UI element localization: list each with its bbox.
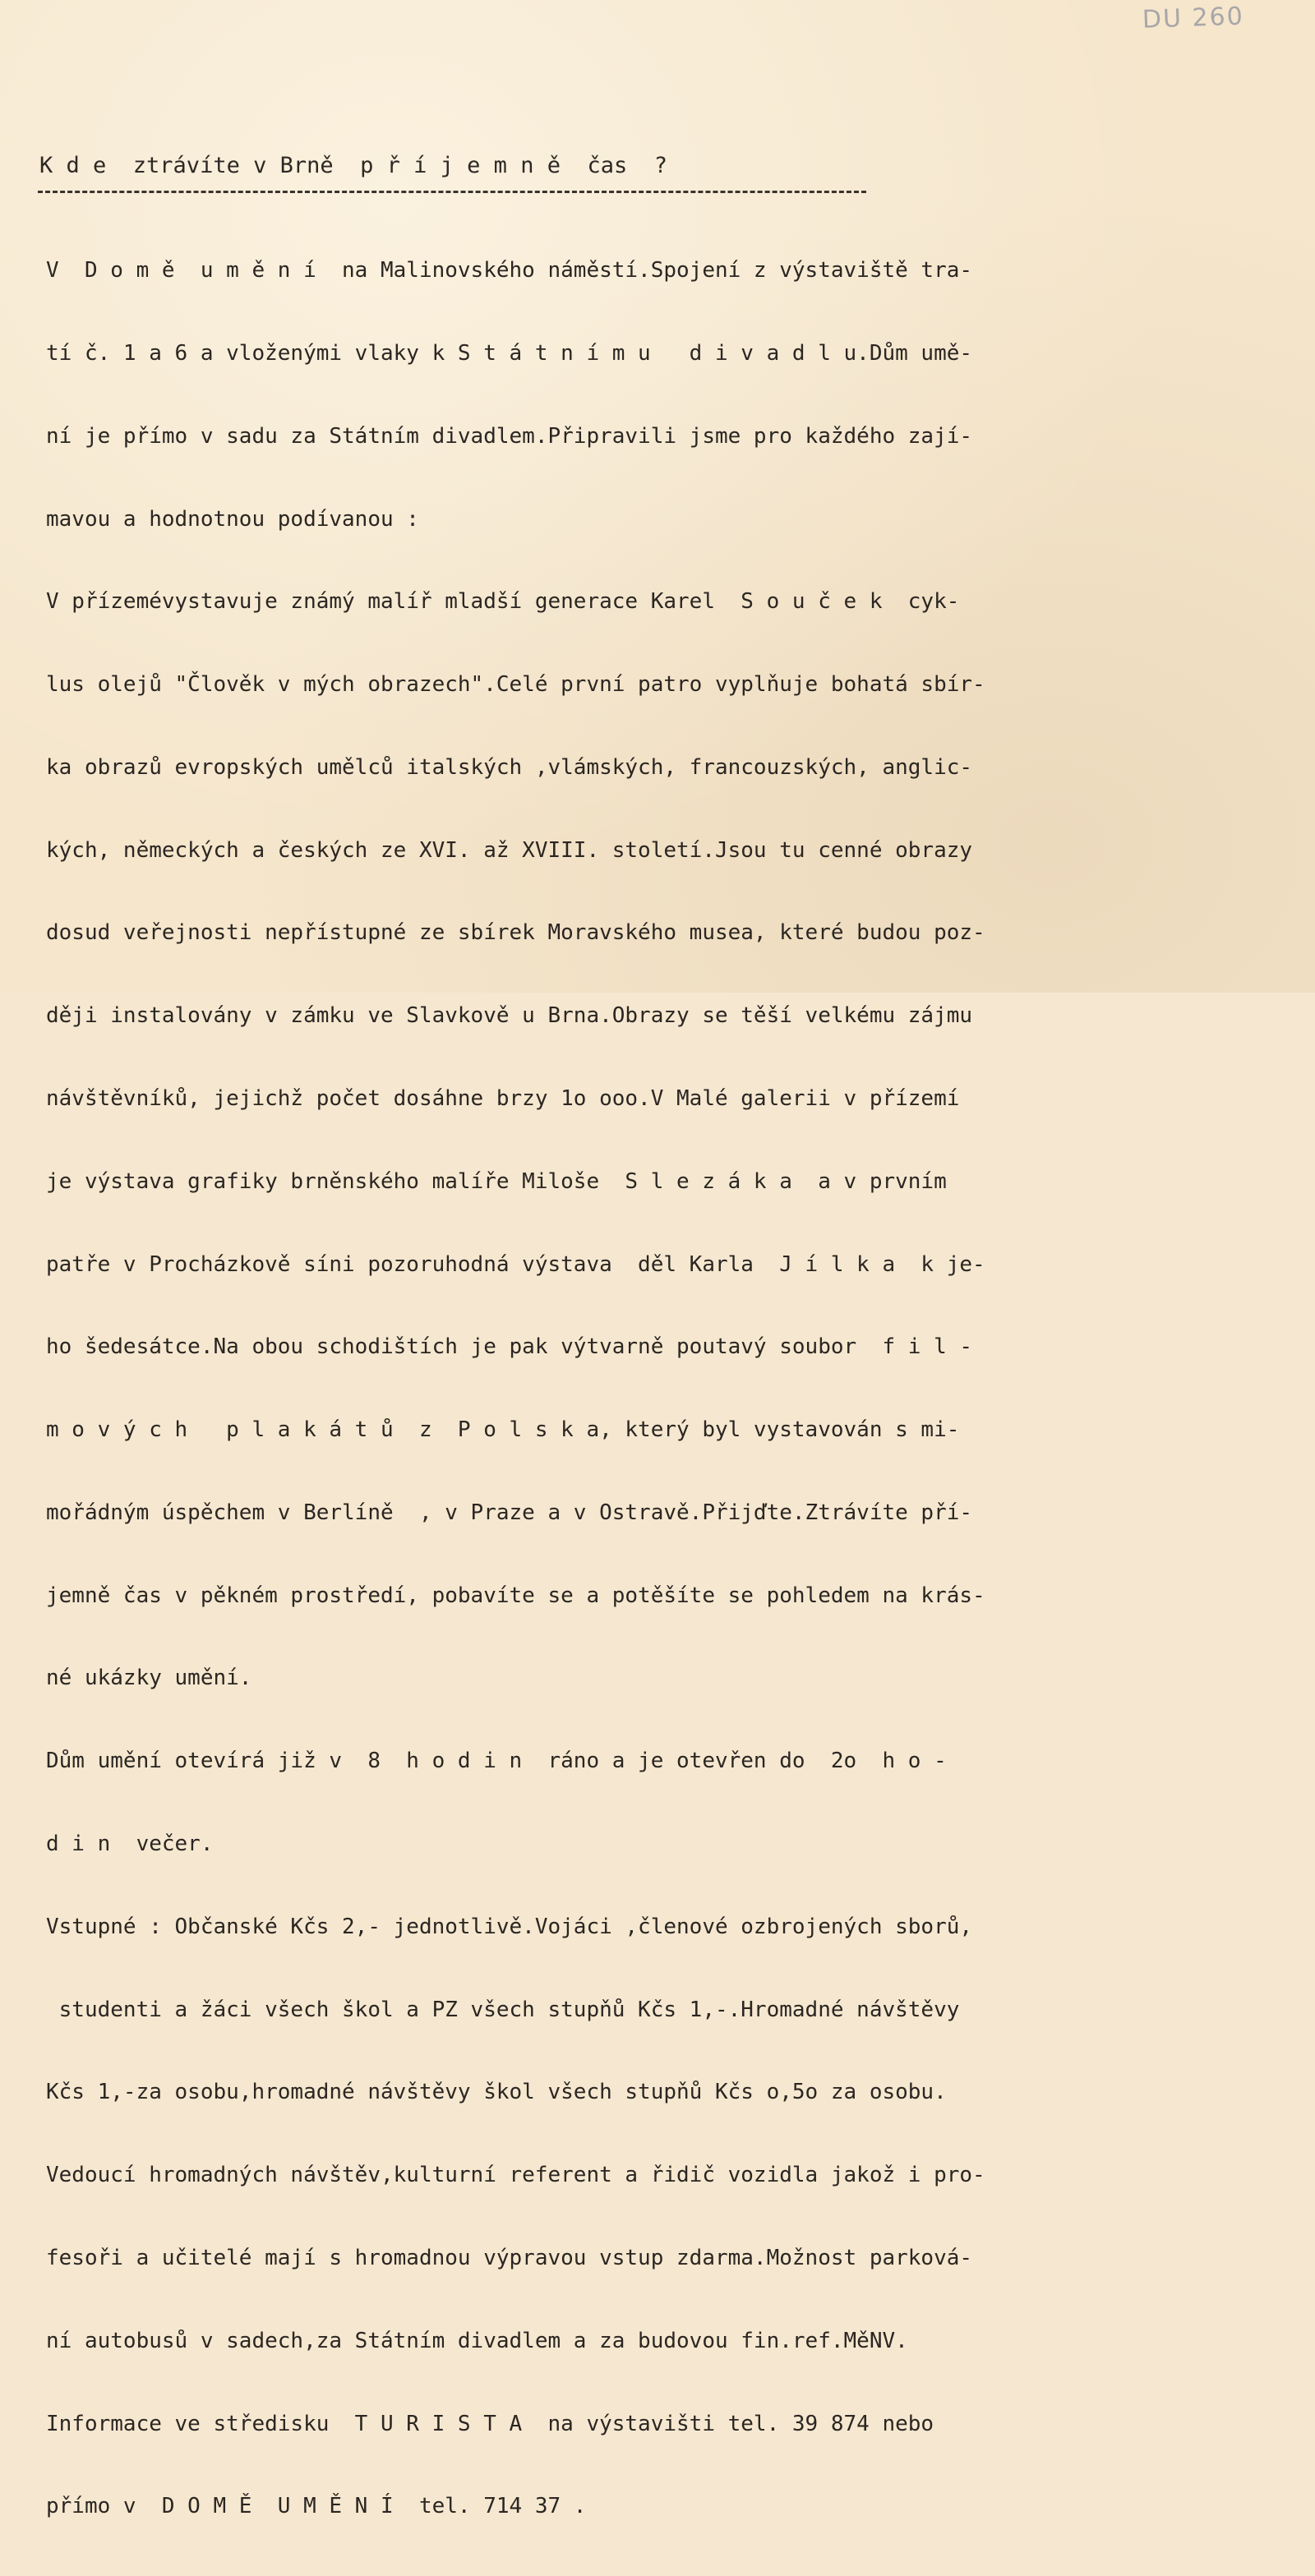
body-line: né ukázky umění.	[46, 1666, 252, 1691]
body-line: m o v ý c h p l a k á t ů z P o l s k a, který byl vystavován s mi-	[46, 1417, 960, 1443]
body-line: ní autobusů v sadech,za Státním divadlem a za budovou fin.ref.MěNV.	[46, 2328, 908, 2353]
body-line: studenti a žáci všech škol a PZ všech stupňů Kčs 1,-.Hromadné návštěvy	[46, 1997, 960, 2022]
body-line: V D o m ě u m ě n í na Malinovského náměstí.Spojení z výstaviště tra-	[46, 258, 973, 283]
document-body	[46, 202, 1279, 2519]
body-line: je výstava grafiky brněnského malíře Miloše S l e z á k a a v prvním	[46, 1168, 947, 1194]
body-line: tí č. 1 a 6 a vloženými vlaky k S t á t n í m u d i v a d l u.Dům umě-	[46, 340, 973, 366]
body-line: jemně čas v pěkném prostředí, pobavíte se a potěšíte se pohledem na krás-	[46, 1583, 985, 1608]
body-line: ka obrazů evropských umělců italských ,vlámských, francouzských, anglic-	[46, 754, 973, 780]
body-line: lus olejů "Člověk v mých obrazech".Celé první patro vyplňuje bohatá sbír-	[46, 672, 985, 698]
body-line: Vedoucí hromadných návštěv,kulturní referent a řidič vozidla jakož i pro-	[46, 2163, 985, 2188]
body-line: mavou a hodnotnou podívanou :	[46, 506, 419, 532]
body-line: Dům umění otevírá již v 8 h o d i n ráno a je otevřen do 2o h o -	[46, 1749, 947, 1774]
body-line: přímo v D O M Ě U M Ě N Í tel. 714 37 .	[46, 2494, 587, 2519]
archive-pencil-mark: DU 260	[1142, 2, 1245, 35]
body-line: mořádným úspěchem v Berlíně , v Praze a v Ostravě.Přijďte.Ztrávíte pří-	[46, 1500, 973, 1525]
document-title: K d e ztrávíte v Brně p ř í j e m n ě čas ?	[39, 153, 668, 178]
body-line: Informace ve středisku T U R I S T A na výstavišti tel. 39 874 nebo	[46, 2411, 934, 2436]
body-line: patře v Procházkově síni pozoruhodná výstava děl Karla J í l k a k je-	[46, 1251, 985, 1277]
title-dashed-underline	[38, 191, 866, 193]
body-line: ní je přímo v sadu za Státním divadlem.Připravili jsme pro každého zají-	[46, 423, 973, 449]
body-line: Kčs 1,-za osobu,hromadné návštěvy škol všech stupňů Kčs o,5o za osobu.	[46, 2080, 947, 2105]
body-line: návštěvníků, jejichž počet dosáhne brzy 1o ooo.V Malé galerii v přízemí	[46, 1086, 960, 1111]
body-line: d i n večer.	[46, 1832, 214, 1857]
body-line: V přízemévystavuje známý malíř mladší generace Karel S o u č e k cyk-	[46, 589, 960, 615]
body-line: Vstupné : Občanské Kčs 2,- jednotlivě.Vojáci ,členové ozbrojených sborů,	[46, 1914, 973, 1939]
body-line: fesoři a učitelé mají s hromadnou výpravou vstup zdarma.Možnost parková-	[46, 2245, 973, 2270]
body-line: kých, německých a českých ze XVI. až XVIII. století.Jsou tu cenné obrazy	[46, 837, 973, 863]
body-line: ho šedesátce.Na obou schodištích je pak výtvarně poutavý soubor f i l -	[46, 1334, 973, 1360]
body-line: ději instalovány v zámku ve Slavkově u Brna.Obrazy se těší velkému zájmu	[46, 1003, 973, 1029]
body-line: dosud veřejnosti nepřístupné ze sbírek Moravského musea, které budou poz-	[46, 920, 985, 946]
